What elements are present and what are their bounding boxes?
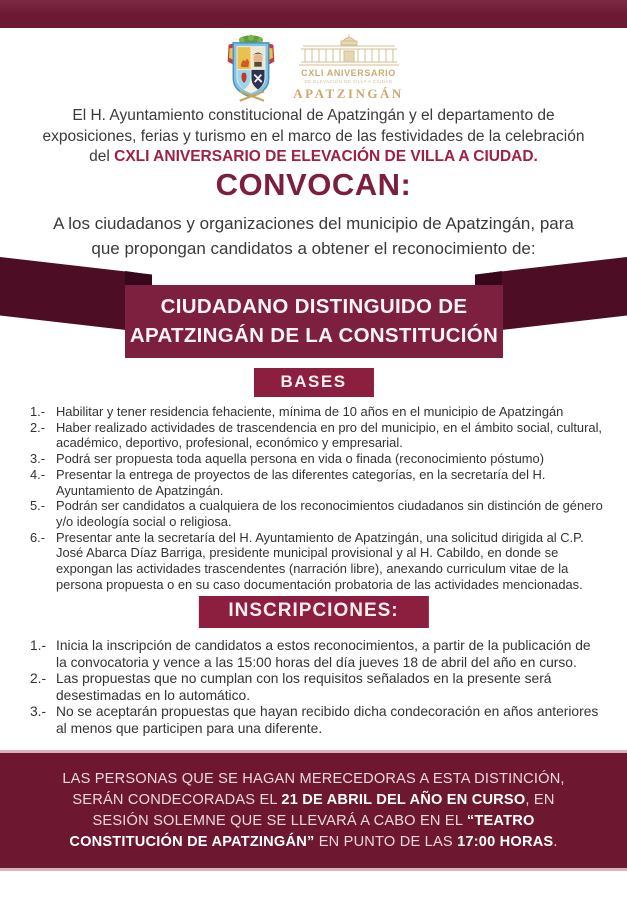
text-segment: El H. Ayuntamiento constitucional de Apatzingán y el departamento de exposiciones, ferias y turismo en el marco de las festividades de la celebración del xyxy=(42,107,585,165)
bases-heading: BASES xyxy=(253,368,373,397)
text-segment: , EN SESIÓN SOLEMNE QUE SE LLEVARÁ A CABO EN EL xyxy=(92,791,555,829)
header-logos xyxy=(0,33,627,105)
callout-paragraph: A los ciudadanos y organizaciones del municipio de Apatzingán, para que propongan candidatos a obtener el reconocimiento de: xyxy=(53,214,574,258)
list-item-number: 6.- xyxy=(30,529,46,545)
list-item-text: Las propuestas que no cumplan con los requisitos señalados en la presente será desestimadas en lo automático. xyxy=(56,671,552,703)
text-segment: EN PUNTO DE LAS xyxy=(314,833,458,850)
list-item xyxy=(30,530,604,593)
list-item xyxy=(30,498,604,529)
list-item-number: 1.- xyxy=(30,638,47,653)
text-segment: LAS PERSONAS QUE SE HAGAN MERECEDORAS A ESTA DISTINCIÓN, SERÁN CONDECORADAS EL xyxy=(62,770,565,808)
list-item-text: No se aceptarán propuestas que hayan recibido dicha condecoración en años anteriores al menos que participen para una diferente. xyxy=(56,704,599,736)
palace-building-icon xyxy=(297,33,401,67)
list-item-number: 3.- xyxy=(30,704,47,720)
list-item-number: 1.- xyxy=(30,404,46,419)
list-item xyxy=(30,404,604,420)
bases-list xyxy=(30,404,604,592)
list-item-text: Haber realizado actividades de trascendencia en pro del municipio, en el ámbito social, cultural, académico, deportivo, profesional, económico y empresarial. xyxy=(56,419,603,451)
text-segment: CXLI ANIVERSARIO DE ELEVACIÓN DE VILLA A CIUDAD. xyxy=(114,148,538,165)
list-item-number: 2.- xyxy=(30,671,47,687)
inscripciones-heading: INSCRIPCIONES: xyxy=(198,596,428,628)
anniversary-logo-line1: CXLI ANIVERSARIO xyxy=(301,68,396,78)
inscripciones-list xyxy=(30,638,604,738)
text-segment: 17:00 HORAS xyxy=(457,833,554,850)
anniversary-logo-line2: DE ELEVACIÓN DE VILLA A CIUDAD xyxy=(304,79,393,84)
top-accent-bar xyxy=(0,0,627,28)
list-item-text: Habilitar y tener residencia fehaciente, mínima de 10 años en el municipio de Apatzingán xyxy=(56,404,564,419)
list-item-text: Presentar ante la secretaría del H. Ayuntamiento de Apatzingán, una solicitud dirigida al C.P. José Abarca Díaz Barriga, presidente municipal provisional y al H. Cabildo, en donde se expongan las actividades trascendentes (narración libre), anexando curriculum vitae de la persona propuesta o en su caso documentación probatoria de las actividades mencionadas. xyxy=(56,529,584,592)
ceremony-footer-band xyxy=(0,750,627,871)
list-item-text: Presentar la entrega de proyectos de las diferentes categorías, en la secretaría del H. Ayuntamiento de Apatzingán. xyxy=(56,466,546,498)
list-item xyxy=(30,704,604,737)
list-item-text: Inicia la inscripción de candidatos a estos reconocimientos, a partir de la publicación de la convocatoria y vence a las 15:00 horas del día jueves 18 de abril del año en curso. xyxy=(56,638,591,670)
anniversary-logo xyxy=(293,33,405,102)
list-item xyxy=(30,671,604,704)
anniversary-logo-line3: APATZINGÁN xyxy=(293,86,404,101)
award-title-line1: CIUDADANO DISTINGUIDO DE xyxy=(160,295,468,318)
text-segment: . xyxy=(553,833,558,850)
ribbon-right-fold xyxy=(475,271,502,285)
list-item-text: Podrá ser propuesta toda aquella persona en vida o finada (reconocimiento póstumo) xyxy=(56,451,545,467)
list-item-number: 5.- xyxy=(30,498,46,514)
list-item-text: Podrán ser candidatos a cualquiera de los reconocimientos ciudadanos sin distinción de género y/o ideología social o religiosa. xyxy=(56,498,603,529)
list-item-number: 3.- xyxy=(30,451,46,467)
ribbon-left-fold xyxy=(125,271,152,285)
text-segment: 21 DE ABRIL DEL AÑO EN CURSO xyxy=(281,791,526,808)
ceremony-footer-text xyxy=(52,769,576,853)
list-item xyxy=(30,467,604,498)
list-item-number: 4.- xyxy=(30,466,46,482)
text-segment: “TEATRO CONSTITUCIÓN DE APATZINGÁN” xyxy=(69,812,535,850)
convocan-title: CONVOCAN: xyxy=(215,167,412,202)
award-title-line2: APATZINGÁN DE LA CONSTITUCIÓN xyxy=(129,324,499,347)
award-ribbon xyxy=(0,255,627,363)
list-item xyxy=(30,638,604,671)
apatzingan-coat-of-arms-icon xyxy=(223,33,279,105)
list-item xyxy=(30,420,604,451)
intro-paragraph xyxy=(33,106,594,168)
list-item-number: 2.- xyxy=(30,419,46,435)
list-item xyxy=(30,451,604,467)
award-title-panel xyxy=(125,285,503,358)
